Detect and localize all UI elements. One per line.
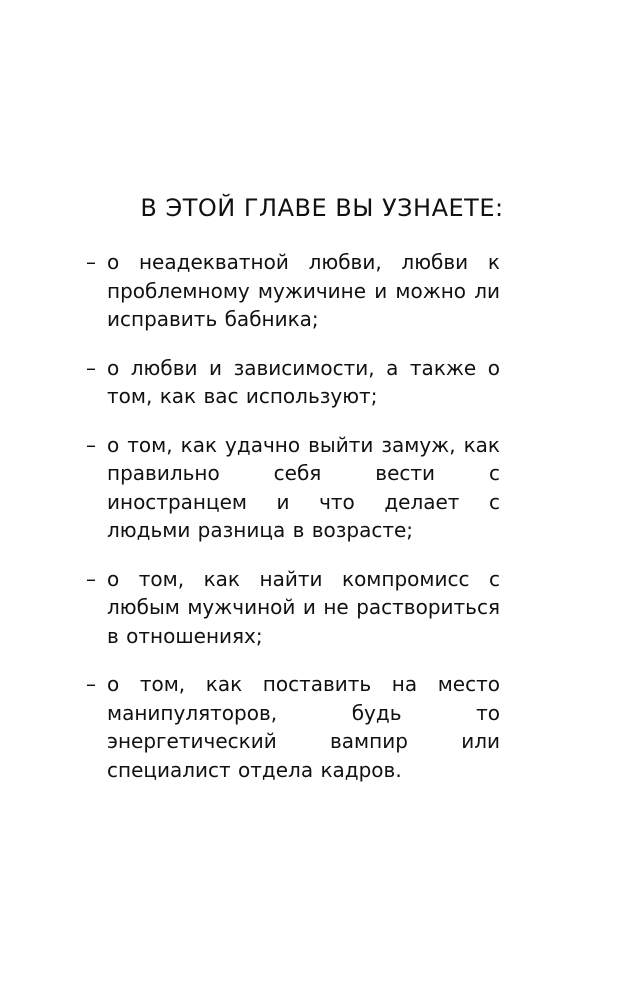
list-item-text: о том, как удачно выйти замуж, как правильно себя вести с иностранцем и что делает с людьми разница в возрасте; [107, 432, 500, 542]
list-item [86, 565, 500, 651]
list-item [86, 248, 500, 334]
bullet-dash: – [86, 250, 96, 274]
bullet-dash: – [86, 432, 96, 457]
list-item-text: о том, как поставить на место манипуляторов, будь то энергетический вампир или специалист отдела кадров. [107, 672, 500, 782]
list-item-text: о том, как найти компромисс с любым мужчиной и не раствориться в отношениях; [107, 566, 500, 648]
list-item [86, 670, 500, 784]
list-item-text: о неадекватной любви, любви к проблемному мужичине и можно ли исправить бабника; [107, 250, 500, 331]
list-item [86, 354, 500, 411]
chapter-intro-heading: В ЭТОЙ ГЛАВЕ ВЫ УЗНАЕТЕ: [140, 194, 504, 222]
bullet-dash: – [86, 355, 96, 380]
bullet-dash: – [86, 672, 96, 696]
list-item [86, 431, 500, 545]
list-item-text: о любви и зависимости, а также о том, как вас используют; [107, 355, 500, 408]
topics-list [86, 248, 500, 804]
bullet-dash: – [86, 566, 96, 591]
